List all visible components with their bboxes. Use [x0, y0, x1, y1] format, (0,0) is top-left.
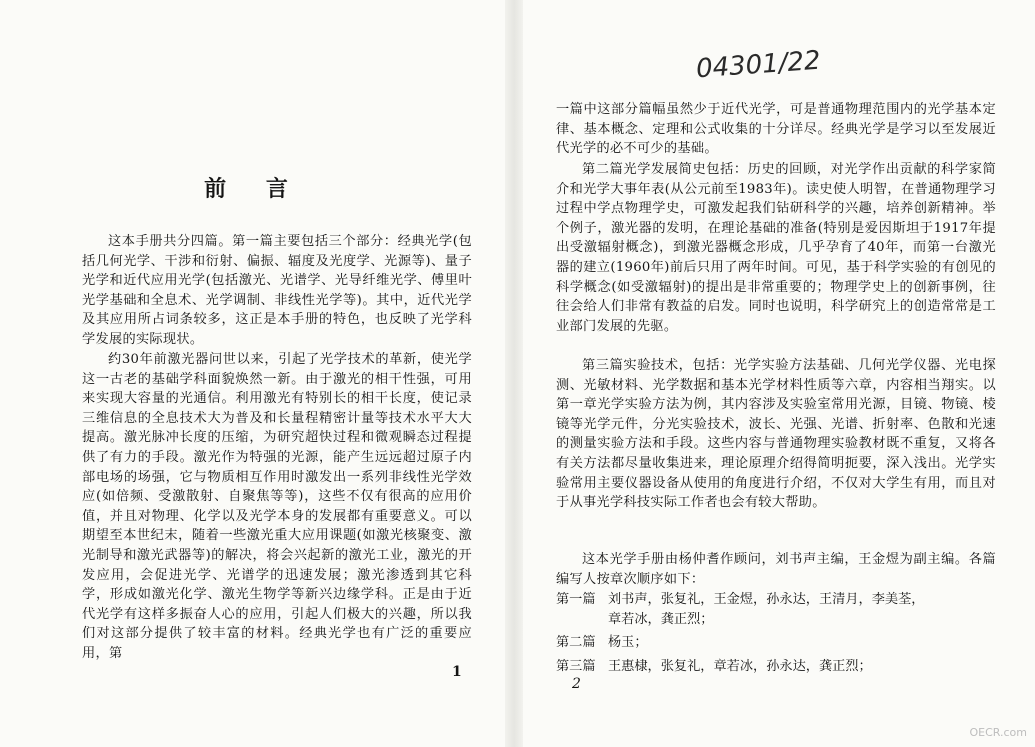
preface-paragraph-2: 约30年前激光器问世以来，引起了光学技术的革新，使光学这一古老的基础学科面貌焕然一新。由于激光的相干性强，可用来实现大容量的光通信。利用激光有特别长的相干长度，使记录三维信息的全息技术大为普及和长量程精密计量等技术水平大大提高。激光脉冲长度的压缩，为研究超快过程和微观瞬态过程提供了有力的手段。激光作为特强的光源，能产生远远超过原子内部电场的场强，它与物质相互作用时激发出一系列非线性光学效应(如倍频、受激散射、自聚焦等等)，这些不仅有很高的应用价值，并且对物理、化学以及光学本身的发展都有重要意义。可以期望至本世纪末，随着一些激光重大应用课题(如激光核聚变、激光制导和激光武器等)的解决，将会兴起新的激光工业，激光的开发应用，会促进光学、光谱学的迅速发展；激光渗透到其它科学，形成如激光化学、激光生物学等新兴边缘学科。正是由于近代光学有这样多振奋人心的应用，引起人们极大的兴趣，所以我们对这部分提供了较丰富的材料。经典光学也有广泛的重要应用，第	[82, 352, 472, 661]
credit-label: 第三篇	[556, 658, 596, 674]
handwritten-annotation: 04301/22	[695, 45, 822, 85]
watermark: OECR.com	[969, 726, 1027, 739]
page-title: 前 言	[204, 176, 304, 202]
credit-row	[556, 633, 1016, 653]
credit-row	[556, 610, 1016, 630]
part-three-paragraph: 第三篇实验技术，包括：光学实验方法基础、几何光学仪器、光电探测、光敏材料、光学数据和基本光学材料性质等六章，内容相当翔实。以第一章光学实验方法为例，其内容涉及实验室常用光源，目镜、物镜、棱镜等光学元件，分光实验技术，波长、光强、光谱、折射率、色散和光速的测量实验方法和手段。这些内容与普通物理实验教材既不重复，又将各有关方法都尽量收集进来，理论原理介绍得简明扼要，深入浅出。光学实验常用主要仪器设备从使用的角度进行介绍，不仅对大学生有用，而且对于从事光学科技实际工作者也会有较大帮助。	[556, 358, 996, 511]
credit-row	[556, 590, 1016, 610]
credit-names: 王惠棣，张复礼，章若冰，孙永达，龚正烈；	[608, 658, 872, 674]
part-two-paragraph: 第二篇光学发展简史包括：历史的回顾，对光学作出贡献的科学家简介和光学大事年表(从公元前至1983年)。读史使人明智，在普通物理学习过程中学点物理学史，可激发起我们钻研科学的兴趣，培养创新精神。举个例子，激光器的发明，在理论基础的准备(特别是爱因斯坦于1917年提出受激辐射概念)，到激光器概念形成，几乎孕育了40年，而第一台激光器的建立(1960年)前后只用了两年时间。可见，基于科学实验的有创见的科学概念(如受激辐射)的提出是非常重要的；物理学史上的创新事例，往往会给人们非常有教益的启发。同时也说明，科学研究上的创造常常是工业部门发展的先驱。	[556, 162, 996, 334]
credit-names: 刘书声，张复礼，王金煜，孙永达，王清月，李美荃，	[608, 592, 925, 607]
credit-names-continued: 章若冰，龚正烈；	[608, 611, 714, 627]
page-number-left: 1	[452, 664, 462, 680]
credit-row	[556, 657, 1016, 677]
left-page	[0, 0, 508, 747]
right-page	[520, 0, 1035, 747]
continuation-paragraph: 一篇中这部分篇幅虽然少于近代光学，可是普通物理范围内的光学基本定律、基本概念、定理和公式收集的十分详尽。经典光学是学习以至发展近代光学的必不可少的基础。	[556, 102, 996, 157]
preface-paragraph-1: 这本手册共分四篇。第一篇主要包括三个部分：经典光学(包括几何光学、干涉和衍射、偏振、辐度及光度学、光源等)、量子光学和近代应用光学(包括激光、光谱学、光导纤维光学、傅里叶光学基础和全息术、光学调制、非线性光学等)。其中，近代光学及其应用所占词条较多，这正是本手册的特色，也反映了光学科学发展的实际现状。	[82, 234, 472, 347]
page-number-right: 2	[572, 676, 581, 692]
credit-names: 杨玉；	[608, 635, 648, 651]
credit-label: 第二篇	[556, 635, 596, 651]
editors-paragraph: 这本光学手册由杨仲耆作顾问，刘书声主编，王金煜为副主编。各篇编写人按章次顺序如下：	[556, 552, 996, 587]
author-credits	[556, 590, 1016, 676]
credit-label: 第一篇	[556, 592, 596, 607]
